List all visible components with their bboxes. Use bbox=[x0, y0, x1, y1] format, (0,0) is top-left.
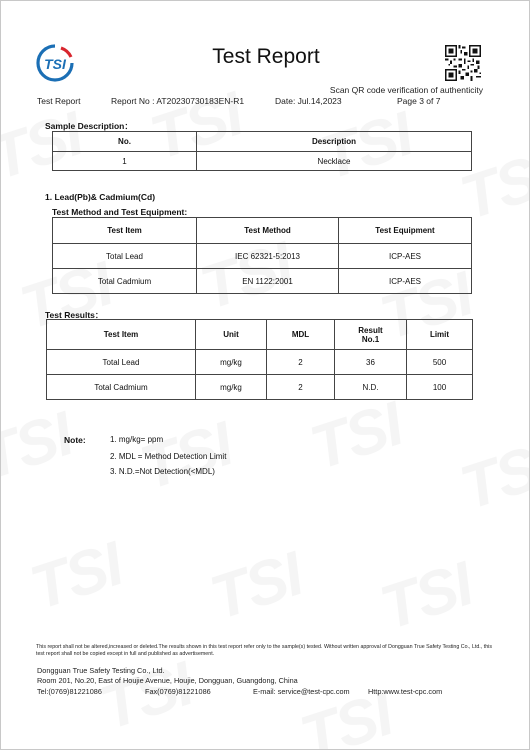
table-cell: EN 1122:2001 bbox=[197, 269, 339, 294]
footer-company: Dongguan True Safety Testing Co., Ltd. bbox=[37, 666, 165, 675]
table-row bbox=[53, 269, 472, 294]
report-number: Report No : AT20230730183EN-R1 bbox=[111, 96, 245, 106]
footer-tel: Tel:(0769)81221086 bbox=[37, 687, 102, 696]
footer-website-link[interactable]: Http:www.test-cpc.com bbox=[368, 687, 443, 696]
watermark bbox=[372, 549, 480, 644]
result-header-line: Result bbox=[358, 325, 383, 335]
table-cell: 2 bbox=[267, 350, 335, 375]
table-cell: 100 bbox=[407, 375, 473, 400]
note-item: 1. mg/kg= ppm bbox=[110, 435, 164, 444]
table-header: Test Equipment bbox=[339, 218, 472, 244]
test-method-table bbox=[52, 217, 472, 294]
table-cell: 36 bbox=[335, 350, 407, 375]
table-header: Test Item bbox=[47, 320, 196, 350]
table-cell: ICP-AES bbox=[339, 244, 472, 269]
table-cell: 2 bbox=[267, 375, 335, 400]
table-cell: mg/kg bbox=[196, 375, 267, 400]
result-header-line: No.1 bbox=[361, 334, 380, 344]
table-header: Test Method bbox=[197, 218, 339, 244]
test-results-table bbox=[46, 319, 473, 400]
page-title: Test Report bbox=[212, 45, 320, 68]
table-row bbox=[47, 375, 473, 400]
table-header: Test Item bbox=[53, 218, 197, 244]
note-item: 2. MDL = Method Detection Limit bbox=[110, 452, 227, 461]
note-label: Note: bbox=[64, 435, 86, 445]
table-header-result bbox=[335, 320, 407, 350]
section-heading: 1. Lead(Pb)& Cadmium(Cd) bbox=[45, 192, 156, 202]
report-label: Test Report bbox=[37, 96, 81, 106]
table-cell: mg/kg bbox=[196, 350, 267, 375]
table-cell: Total Cadmium bbox=[47, 375, 196, 400]
table-header: MDL bbox=[267, 320, 335, 350]
table-cell: Total Lead bbox=[53, 244, 197, 269]
table-header: Limit bbox=[407, 320, 473, 350]
sample-description-table bbox=[52, 131, 472, 171]
table-header: Unit bbox=[196, 320, 267, 350]
table-cell: ICP-AES bbox=[339, 269, 472, 294]
table-row bbox=[53, 152, 472, 171]
watermark bbox=[202, 539, 310, 634]
page-number: Page 3 of 7 bbox=[397, 96, 441, 106]
test-results-label: Test Results： bbox=[45, 310, 104, 320]
footer-email-link[interactable]: E-mail: service@test-cpc.com bbox=[253, 687, 350, 696]
table-cell: Necklace bbox=[197, 152, 472, 171]
footer-fax: Fax(0769)81221086 bbox=[145, 687, 211, 696]
qr-caption: Scan QR code verification of authenticity bbox=[329, 85, 483, 95]
watermark bbox=[452, 429, 530, 524]
disclaimer: This report shall not be altered,increased or deleted.The results shown in this test report refer only to the sample(s) tested. Without written approval of Dongguan True Safety Testing Co., Ltd., this test report shall not be copied except in full and published as advertisement. bbox=[36, 644, 492, 657]
report-date: Date: Jul.14,2023 bbox=[275, 96, 342, 106]
sample-description-label: Sample Description： bbox=[45, 121, 133, 131]
test-method-label: Test Method and Test Equipment: bbox=[52, 207, 188, 217]
table-cell: Total Lead bbox=[47, 350, 196, 375]
table-cell: 1 bbox=[53, 152, 197, 171]
watermark bbox=[0, 399, 80, 494]
table-cell: N.D. bbox=[335, 375, 407, 400]
note-item: 3. N.D.=Not Detection(<MDL) bbox=[110, 467, 215, 476]
table-row bbox=[53, 244, 472, 269]
qr-code-icon[interactable] bbox=[445, 45, 481, 81]
table-cell: IEC 62321-5:2013 bbox=[197, 244, 339, 269]
table-header: Description bbox=[197, 132, 472, 152]
table-row bbox=[47, 350, 473, 375]
logo-text: TSI bbox=[44, 56, 66, 72]
watermark bbox=[92, 649, 200, 744]
watermark bbox=[22, 529, 130, 624]
watermark bbox=[302, 389, 410, 484]
table-header: No. bbox=[53, 132, 197, 152]
footer-address: Room 201, No.20, East of Houjie Avenue, Houjie, Dongguan, Guangdong, China bbox=[37, 676, 298, 685]
table-cell: Total Cadmium bbox=[53, 269, 197, 294]
table-cell: 500 bbox=[407, 350, 473, 375]
